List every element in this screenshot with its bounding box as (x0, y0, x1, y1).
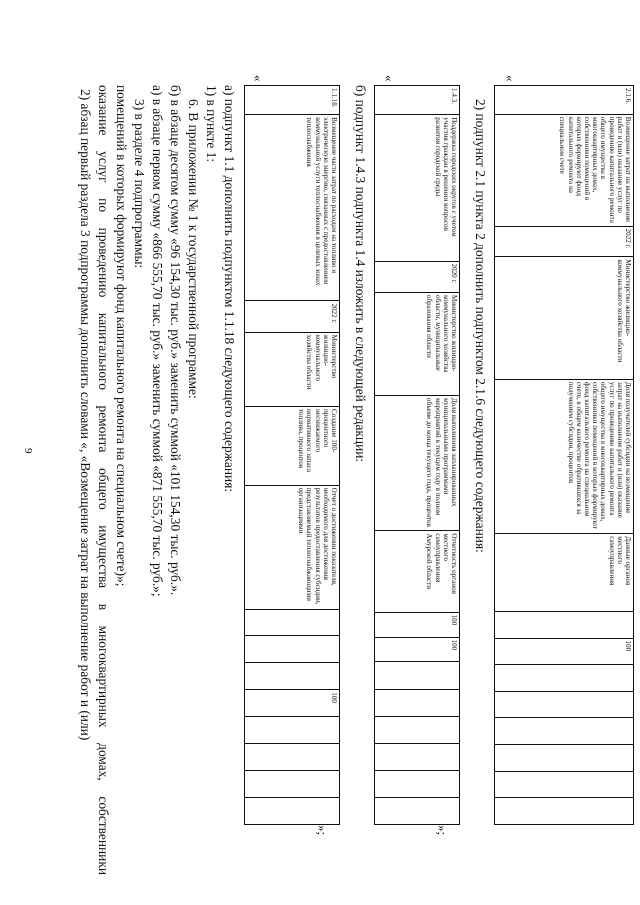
item-3: 3) в разделе 4 подпрограммы: (132, 99, 147, 269)
table-1-1-18 (244, 85, 340, 825)
cell-year: 2022 г. (245, 301, 340, 332)
cell-source: Отчет о достижении показателя, необходимого для достижения результатов предоставления субсидии, представляемый теплоснабжающими организациями (245, 485, 340, 609)
cell-value-2: 100 (375, 637, 460, 662)
cell-blank-4 (375, 743, 460, 770)
quote-open-1: « (251, 75, 266, 82)
cell-blank-3 (495, 691, 634, 718)
cell-value-1: 100 (375, 612, 460, 637)
cell-blank-2 (375, 689, 460, 716)
cell-blank-6 (245, 771, 340, 798)
item-1: 1) в пункте 1: (204, 85, 219, 163)
item-b-1: б) подпункт 1.4.3 подпункта 1.4 изложить в следующей редакции: (353, 85, 368, 463)
cell-blank-7 (245, 797, 340, 824)
cell-executor: Министерство жилищно-коммунального хозяйства области, муниципальные образования области (375, 292, 460, 395)
cell-value: 100 (495, 638, 634, 665)
item-a: а) в абзаце первом сумму «866 555,70 тыс. руб.» заменить суммой «871 555,70 тыс. руб.»; (150, 85, 165, 597)
cell-value: 100 (245, 690, 340, 717)
cell-name: Возмещение затрат на выполнение работ и (или) оказание услуг по проведению капитального ремонта общего имущества в многоквартирных домах, собственники помещений в которых формируют фонд капитального ремонта на специальном счете (495, 114, 634, 226)
cell-year: 2022 г. (495, 226, 634, 257)
cell-num: 1.1.18. (245, 86, 340, 115)
cell-blank-6 (495, 771, 634, 798)
cell-blank-4 (245, 717, 340, 744)
cell-blank-3 (245, 663, 340, 690)
cell-executor: Министерство жилищно-коммунального хозяйства области (495, 257, 634, 379)
quote-close-1: »; (315, 825, 330, 836)
page-number: 9 (22, 448, 34, 454)
cell-blank-1 (375, 662, 460, 689)
cell-name: Поддержка городских округов с учетом участия граждан в решении вопросов развития городской среды (375, 115, 460, 261)
item-b: б) в абзаце десятом сумму «96 154,30 тыс. руб.» заменить суммой «101 154,30 тыс. руб.». (168, 85, 183, 596)
quote-close-2: »; (435, 825, 450, 836)
cell-blank-3 (375, 716, 460, 743)
paragraph-2-line-1: 2) абзац первый раздела 3 подпрограммы дополнить словами «, «Возмещение затрат на выполнение работ и (или) (78, 89, 93, 741)
cell-result: Создание 100-процентного неснижаемого нормативного запаса топлива, процентов (245, 407, 340, 486)
cell-blank-4 (495, 718, 634, 745)
cell-blank-6 (375, 797, 460, 824)
cell-year: 2020 г. (375, 261, 460, 292)
item-2: 2) подпункт 2.1 пункта 2 дополнить подпунктом 2.1.6 следующего содержания: (473, 99, 488, 553)
table-2-1-6 (494, 85, 634, 825)
cell-blank-1 (245, 609, 340, 636)
table-1-4-3 (374, 85, 460, 825)
cell-source: Данные органов местного самоуправления (495, 534, 634, 612)
cell-blank-2 (245, 636, 340, 663)
cell-blank-7 (495, 798, 634, 825)
cell-name: Возмещение части затрат по расходам на топливо и электрическую энергию, связанных с предоставлением коммунальной услуги теплоснабжения в целевых зонах теплоснабжения (245, 115, 340, 301)
cell-result: Доля выполнения запланированных муниципальными программами мероприятий в текущем году в полном объеме до конца текущего года, процентов (375, 395, 460, 530)
cell-blank-5 (375, 770, 460, 797)
cell-source: Отчетность органов местного самоуправления Амурской области (375, 531, 460, 612)
cell-result: Доля получателей субсидии на возмещение затрат на выполнение работ и (или) оказание услуг по проведению капитального ремонта общего имущества в многоквартирных домах, собственники помещений в которых формируют фонд капитального ремонта на специальном счете, в общем количестве обратившихся за получением субсидии, процентов (495, 379, 634, 533)
quote-open-3: « (503, 75, 518, 82)
cell-num: 1.4.3. (375, 86, 460, 115)
cell-num: 2.1.6. (495, 86, 634, 115)
quote-open-2: « (382, 75, 397, 82)
paragraph-2-line-2: оказание услуг по проведению капитального ремонта общего имущества в многоквартирных домах, собственники (96, 85, 111, 875)
cell-blank-5 (495, 745, 634, 772)
cell-blank-5 (245, 744, 340, 771)
cell-executor: Министерство жилищно-коммунального хозяйства области (245, 332, 340, 406)
item-6: 6. В приложении № 1 к государственной программе: (186, 99, 201, 399)
cell-blank-2 (495, 665, 634, 692)
paragraph-2-line-3: помещений в которых формируют фонд капитального ремонта на специальном счете)»; (114, 85, 129, 587)
cell-blank-1 (495, 611, 634, 638)
item-a-1: а) подпункт 1.1 дополнить подпунктом 1.1.18 следующего содержания: (222, 85, 237, 493)
